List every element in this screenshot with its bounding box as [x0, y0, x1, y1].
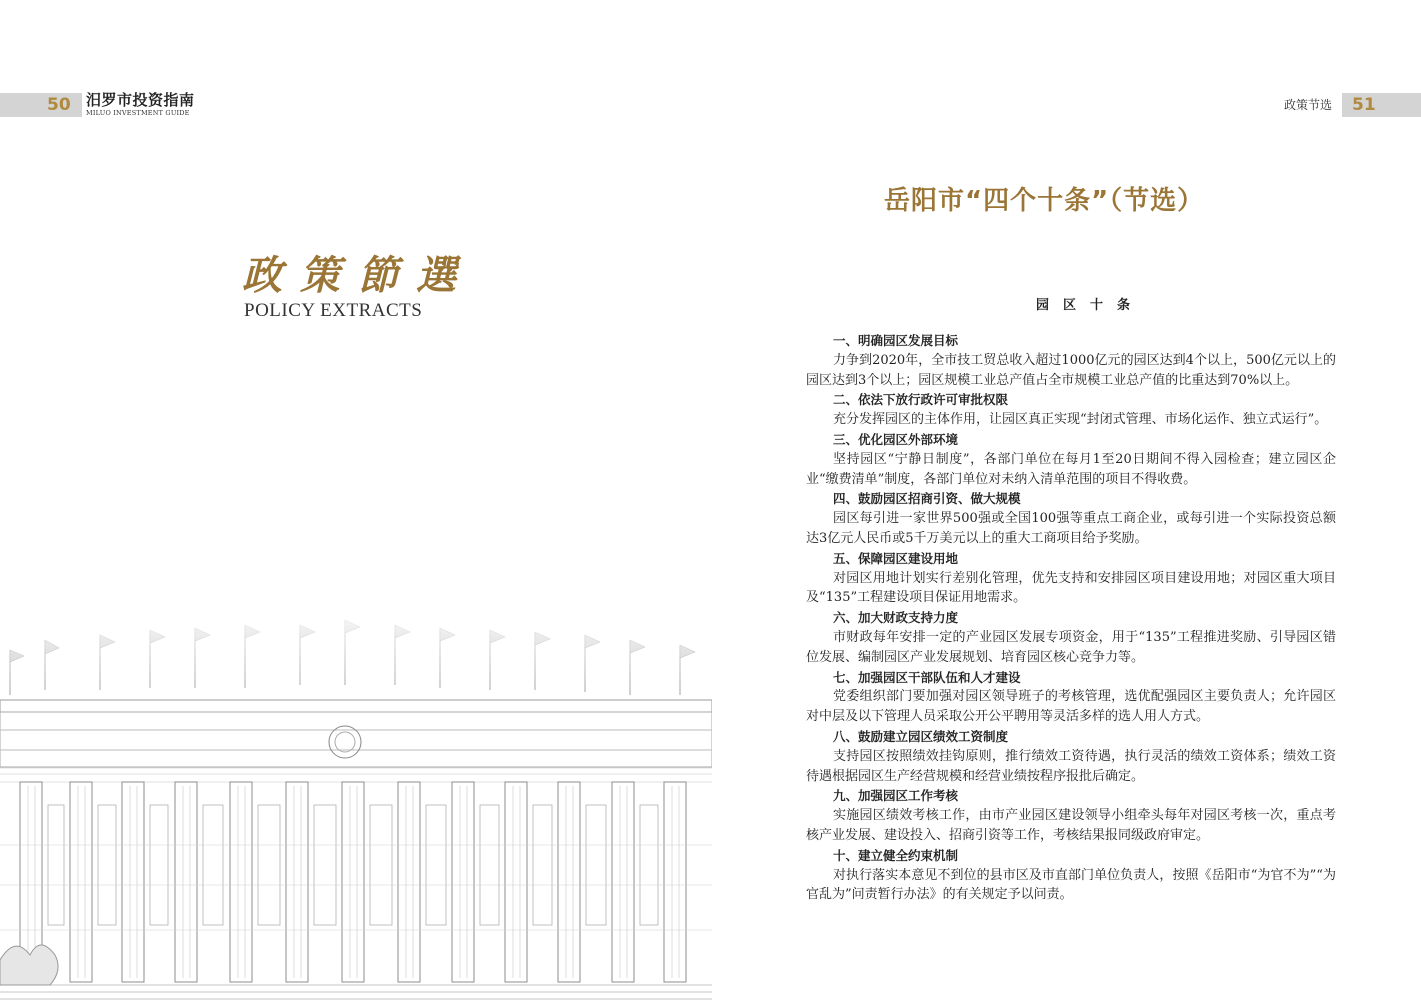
policy-item-body: 党委组织部门要加强对园区领导班子的考核管理，选优配强园区主要负责人；允许园区对中层及以下管理人员采取公开公平聘用等灵活多样的选人用人方式。 — [806, 689, 1336, 725]
policy-item-body: 园区每引进一家世界500强或全国100强等重点工商企业，或每引进一个实际投资总额达3亿元人民币或5千万美元以上的重大工商项目给予奖励。 — [806, 511, 1336, 546]
policy-item — [806, 489, 1336, 548]
policy-item-heading: 八、鼓励建立园区绩效工资制度 — [833, 728, 1009, 744]
brand-name-cn: 汨罗市投资指南 — [86, 91, 195, 109]
policy-item-body: 力争到2020年，全市技工贸总收入超过1000亿元的园区达到4个以上，500亿元以上的园区达到3个以上；园区规模工业总产值占全市规模工业总产值的比重达到70%以上。 — [806, 352, 1336, 388]
policy-item — [806, 331, 1336, 390]
policy-item-heading: 六、加大财政支持力度 — [833, 610, 959, 626]
policy-item — [806, 846, 1336, 905]
policy-item — [806, 608, 1336, 667]
policy-item-body: 充分发挥园区的主体作用，让园区真正实现“封闭式管理、市场化运作、独立式运行”。 — [833, 412, 1328, 428]
brand-logo — [86, 91, 195, 117]
section-label: 政策节选 — [1284, 98, 1333, 112]
left-page-title: 政策節選 — [242, 252, 474, 299]
left-page-subtitle: POLICY EXTRACTS — [244, 300, 423, 321]
policy-item-heading: 二、依法下放行政许可审批权限 — [833, 392, 1009, 408]
policy-item-body: 对执行落实本意见不到位的县市区及市直部门单位负责人，按照《岳阳市“为官不为”“为官乱为”问责暂行办法》的有关规定予以问责。 — [806, 867, 1336, 903]
policy-item — [806, 786, 1336, 845]
policy-item — [806, 549, 1336, 608]
policy-item-heading: 一、明确园区发展目标 — [833, 333, 959, 348]
policy-item — [806, 727, 1336, 786]
policy-item-body: 实施园区绩效考核工作，由市产业园区建设领导小组牵头每年对园区考核一次，重点考核产业发展、建设投入、招商引资等工作，考核结果报同级政府审定。 — [806, 808, 1336, 843]
policy-item-body: 对园区用地计划实行差别化管理，优先支持和安排园区项目建设用地；对园区重大项目及“135”工程建设项目保证用地需求。 — [806, 570, 1336, 606]
policy-item-body: 支持园区按照绩效挂钩原则，推行绩效工资待遇，执行灵活的绩效工资体系；绩效工资待遇根据园区生产经营规模和经营业绩按程序报批后确定。 — [806, 748, 1336, 784]
section-subheading: 园区十条 — [1036, 298, 1145, 313]
policy-item — [806, 390, 1336, 430]
policy-item-body: 市财政每年安排一定的产业园区发展专项资金，用于“135”工程推进奖励、引导园区错位发展、编制园区产业发展规划、培育园区核心竞争力等。 — [806, 629, 1336, 665]
page-number-right: 51 — [1352, 95, 1376, 115]
policy-item-heading: 五、保障园区建设用地 — [833, 550, 959, 566]
policy-item-body: 坚持园区“宁静日制度”，各部门单位在每月1至20日期间不得入园检查；建立园区企业“缴费清单”制度，各部门单位对未纳入清单范围的项目不得收费。 — [806, 451, 1336, 487]
article-title: 岳阳市“四个十条”（节选） — [884, 186, 1205, 216]
policy-item-heading: 四、鼓励园区招商引资、做大规模 — [833, 491, 1021, 507]
policy-item — [806, 668, 1336, 727]
page-number-left: 50 — [47, 95, 71, 115]
policy-item-heading: 七、加强园区干部队伍和人才建设 — [833, 669, 1021, 685]
building-sketch-illustration — [0, 600, 712, 1005]
policy-list — [806, 331, 1336, 905]
policy-item — [806, 430, 1336, 489]
policy-item-heading: 三、优化园区外部环境 — [833, 431, 959, 447]
policy-item-heading: 九、加强园区工作考核 — [833, 788, 959, 804]
policy-item-heading: 十、建立健全约束机制 — [833, 847, 959, 863]
brand-name-en: MILUO INVESTMENT GUIDE — [86, 109, 190, 117]
